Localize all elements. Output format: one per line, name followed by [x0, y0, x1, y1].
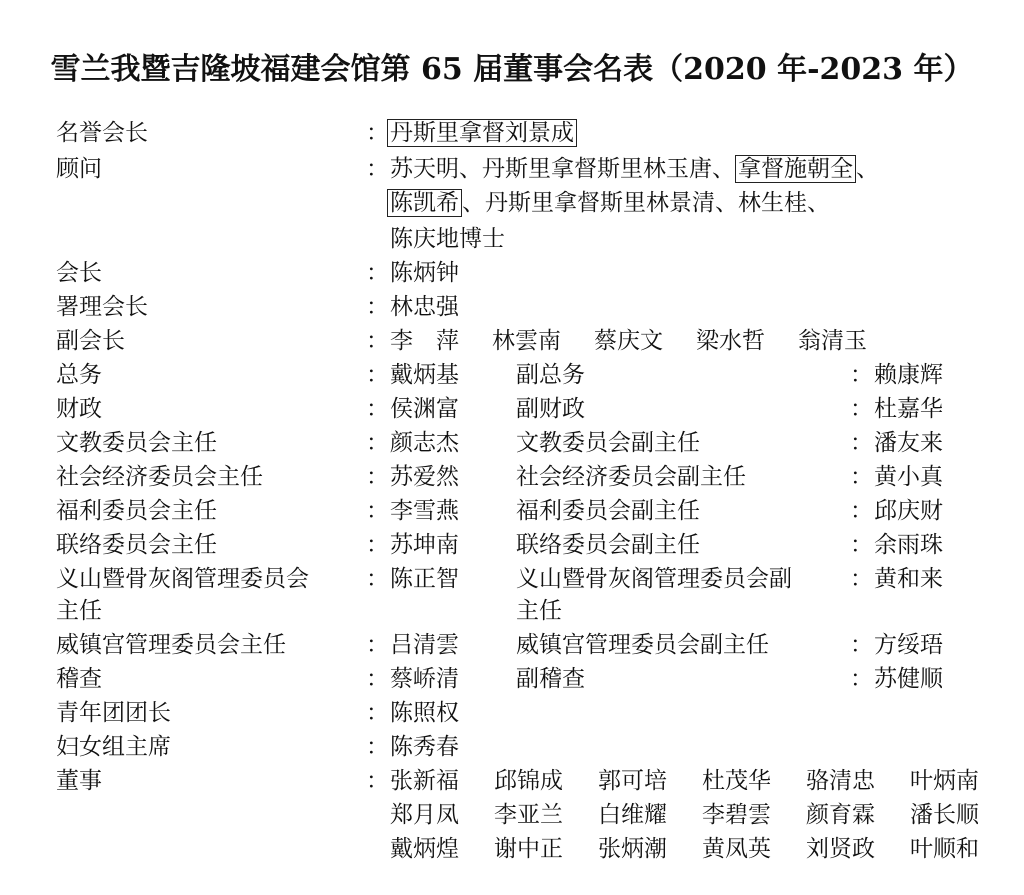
- boxed-name: 拿督施朝全: [735, 155, 856, 183]
- director-name: 张炳潮: [598, 836, 667, 862]
- row-position: [0, 460, 1024, 494]
- colon: ：: [366, 156, 389, 182]
- advisors-line-2: [390, 186, 830, 220]
- yishan-label-cont: 主任: [56, 598, 102, 624]
- president-label: 会长: [56, 260, 102, 286]
- director-name: 潘长顺: [910, 802, 979, 828]
- auditor-label: 稽查: [56, 666, 102, 692]
- row-position: [0, 528, 1024, 562]
- colon: ：: [366, 566, 389, 592]
- youth-leader-label: 青年团团长: [56, 700, 171, 726]
- row-position: [0, 358, 1024, 392]
- position-value: 戴炳基: [390, 362, 459, 388]
- deputy-label: 副财政: [516, 396, 585, 422]
- advisors-label: 顾问: [56, 156, 102, 182]
- director-name: 戴炳煌: [390, 836, 459, 862]
- colon: ：: [366, 532, 389, 558]
- director-name: 张新福: [390, 768, 459, 794]
- director-name: 谢中正: [494, 836, 563, 862]
- director-name: 白维耀: [598, 802, 667, 828]
- colon: ：: [366, 700, 389, 726]
- deputy-value: 潘友来: [874, 430, 943, 456]
- youth-leader-value: 陈照权: [390, 700, 459, 726]
- weizhen-deputy-label: 威镇宫管理委员会副主任: [516, 632, 769, 658]
- acting-president-label: 署理会长: [56, 294, 148, 320]
- position-label: 总务: [56, 362, 102, 388]
- director-name: 叶顺和: [910, 836, 979, 862]
- vice-president-name: 林雲南: [492, 328, 561, 354]
- colon: ：: [366, 120, 389, 146]
- deputy-value: 邱庆财: [874, 498, 943, 524]
- weizhen-label: 威镇宫管理委员会主任: [56, 632, 286, 658]
- position-value: 苏爱然: [390, 464, 459, 490]
- colon: ：: [850, 430, 873, 456]
- colon: ：: [850, 532, 873, 558]
- colon: ：: [850, 632, 873, 658]
- director-name: 杜茂华: [702, 768, 771, 794]
- director-name: 刘贤政: [806, 836, 875, 862]
- colon: ：: [850, 396, 873, 422]
- deputy-value: 余雨珠: [874, 532, 943, 558]
- colon: ：: [366, 734, 389, 760]
- row-directors: [0, 764, 1024, 798]
- yishan-label: 义山暨骨灰阁管理委员会: [56, 566, 309, 592]
- director-name: 颜育霖: [806, 802, 875, 828]
- row-advisors-cont: [0, 222, 1024, 256]
- row-youth-leader: [0, 696, 1024, 730]
- weizhen-deputy-value: 方绥珸: [874, 632, 943, 658]
- director-name: 叶炳南: [910, 768, 979, 794]
- yishan-deputy-value: 黄和来: [874, 566, 943, 592]
- director-name: 黄凤英: [702, 836, 771, 862]
- director-name: 郑月凤: [390, 802, 459, 828]
- row-advisors-cont: [0, 186, 1024, 220]
- advisors-text: 、丹斯里拿督斯里林景清、林生桂、: [462, 190, 830, 216]
- directors-label: 董事: [56, 768, 102, 794]
- position-value: 李雪燕: [390, 498, 459, 524]
- row-directors-cont: [0, 832, 1024, 866]
- row-directors-cont: [0, 798, 1024, 832]
- row-vice-presidents: [0, 324, 1024, 358]
- colon: ：: [366, 294, 389, 320]
- president-value: 陈炳钟: [390, 260, 459, 286]
- colon: ：: [366, 464, 389, 490]
- position-label: 联络委员会主任: [56, 532, 217, 558]
- advisors-text: 、: [856, 156, 879, 182]
- colon: ：: [850, 498, 873, 524]
- row-position: [0, 426, 1024, 460]
- advisors-line-3: 陈庆地博士: [390, 226, 505, 252]
- row-position: [0, 392, 1024, 426]
- colon: ：: [366, 396, 389, 422]
- row-auditor: [0, 662, 1024, 696]
- director-name: 邱锦成: [494, 768, 563, 794]
- colon: ：: [366, 632, 389, 658]
- deputy-label: 社会经济委员会副主任: [516, 464, 746, 490]
- vice-presidents-label: 副会长: [56, 328, 125, 354]
- colon: ：: [366, 328, 389, 354]
- auditor-value: 蔡峤清: [390, 666, 459, 692]
- yishan-deputy-label-cont: 主任: [516, 598, 562, 624]
- row-honorary-president: [0, 116, 1024, 150]
- position-value: 侯渊富: [390, 396, 459, 422]
- deputy-auditor-value: 苏健顺: [874, 666, 943, 692]
- boxed-name: 丹斯里拿督刘景成: [387, 119, 577, 147]
- row-advisors: [0, 152, 1024, 186]
- director-name: 李亚兰: [494, 802, 563, 828]
- yishan-deputy-label: 义山暨骨灰阁管理委员会副: [516, 566, 792, 592]
- yishan-value: 陈正智: [390, 566, 459, 592]
- row-yishan: [0, 562, 1024, 596]
- vice-president-name: 梁水哲: [696, 328, 765, 354]
- deputy-label: 联络委员会副主任: [516, 532, 700, 558]
- deputy-value: 杜嘉华: [874, 396, 943, 422]
- weizhen-value: 吕清雲: [390, 632, 459, 658]
- position-label: 福利委员会主任: [56, 498, 217, 524]
- vice-president-name: 翁清玉: [798, 328, 867, 354]
- boxed-name: 陈凯希: [387, 189, 462, 217]
- women-chair-label: 妇女组主席: [56, 734, 171, 760]
- colon: ：: [850, 464, 873, 490]
- colon: ：: [850, 666, 873, 692]
- position-label: 社会经济委员会主任: [56, 464, 263, 490]
- page-title: 雪兰我暨吉隆坡福建会馆第 65 届董事会名表（2020 年-2023 年）: [50, 52, 974, 87]
- colon: ：: [366, 666, 389, 692]
- acting-president-value: 林忠强: [390, 294, 459, 320]
- colon: ：: [366, 498, 389, 524]
- row-yishan-cont: [0, 594, 1024, 628]
- position-label: 财政: [56, 396, 102, 422]
- director-name: 郭可培: [598, 768, 667, 794]
- director-name: 李碧雲: [702, 802, 771, 828]
- honorary-president-value: [390, 116, 577, 150]
- row-position: [0, 494, 1024, 528]
- position-label: 文教委员会主任: [56, 430, 217, 456]
- honorary-president-label: 名誉会长: [56, 120, 148, 146]
- colon: ：: [850, 566, 873, 592]
- colon: ：: [366, 768, 389, 794]
- director-name: 骆清忠: [806, 768, 875, 794]
- deputy-auditor-label: 副稽查: [516, 666, 585, 692]
- deputy-label: 文教委员会副主任: [516, 430, 700, 456]
- vice-president-name: 蔡庆文: [594, 328, 663, 354]
- deputy-label: 福利委员会副主任: [516, 498, 700, 524]
- deputy-value: 黄小真: [874, 464, 943, 490]
- row-acting-president: [0, 290, 1024, 324]
- deputy-value: 赖康辉: [874, 362, 943, 388]
- colon: ：: [366, 430, 389, 456]
- row-weizhen: [0, 628, 1024, 662]
- vice-president-name: 李 萍: [390, 328, 459, 354]
- deputy-label: 副总务: [516, 362, 585, 388]
- women-chair-value: 陈秀春: [390, 734, 459, 760]
- colon: ：: [366, 260, 389, 286]
- colon: ：: [850, 362, 873, 388]
- advisors-line-1: [390, 152, 879, 186]
- row-president: [0, 256, 1024, 290]
- position-value: 苏坤南: [390, 532, 459, 558]
- advisors-text: 苏天明、丹斯里拿督斯里林玉唐、: [390, 156, 735, 182]
- position-value: 颜志杰: [390, 430, 459, 456]
- colon: ：: [366, 362, 389, 388]
- row-women-chair: [0, 730, 1024, 764]
